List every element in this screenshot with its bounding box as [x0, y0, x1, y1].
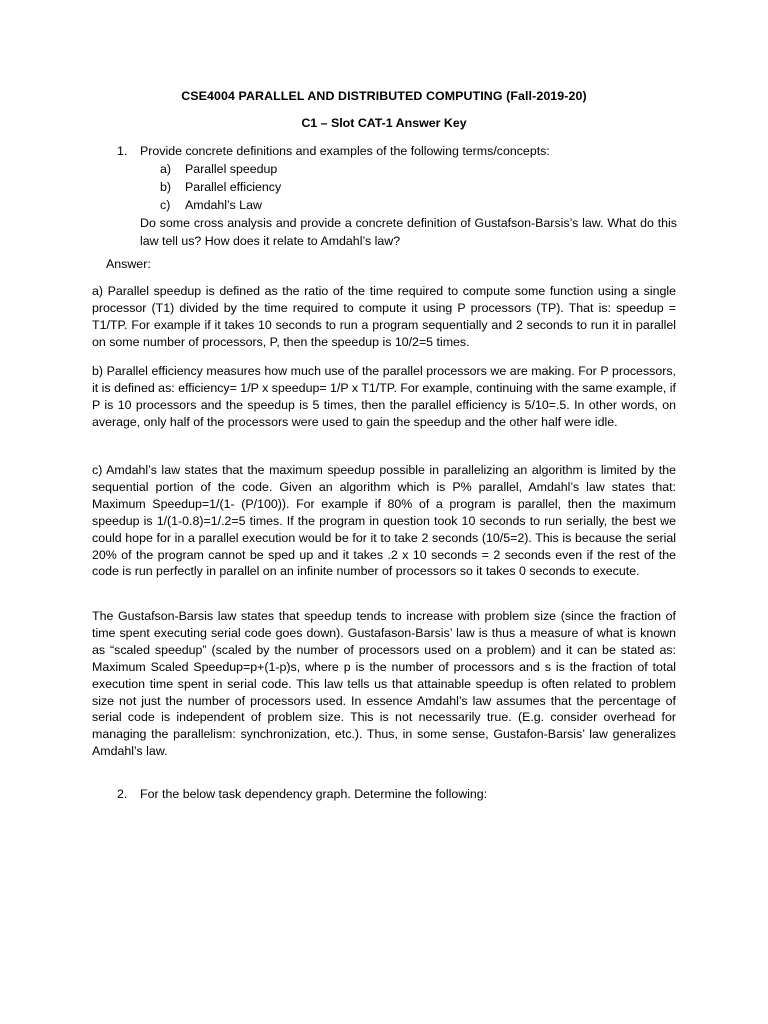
page-title: CSE4004 PARALLEL AND DISTRIBUTED COMPUTING (Fall-2019-20): [181, 89, 587, 103]
list-item-text: Amdahl’s Law: [185, 198, 262, 212]
list-item-text: Parallel speedup: [185, 162, 278, 176]
question-1-cross-analysis: Do some cross analysis and provide a concrete definition of Gustafson-Barsis’s law. What do this law tell us? How does it relate to Amdahl’s law?: [140, 216, 677, 248]
answer-paragraph-amdahl: c) Amdahl’s law states that the maximum speedup possible in parallelizing an algorithm is limited by the sequential portion of the code. Given an algorithm which is P% parallel, Amdahl’s law states that: Maximum Speedup=1/(1- (P/100)). For example if 80% of a program is parallel, then the maximum speedup is 1/(1-0.8)=1/.2=5 times. If the program in question took 10 seconds to run serially, the best we could hope for in a parallel execution would be for it to take 2 seconds (10/5=2). This is because the serial 20% of the program cannot be sped up and it takes .2 x 10 seconds = 2 seconds even if the rest of the code is run perfectly in parallel on an infinite number of processors so it takes 0 seconds to execute.: [92, 463, 676, 579]
question-2: [117, 787, 487, 801]
answer-label: Answer:: [106, 257, 151, 271]
list-item: [160, 196, 677, 214]
page-subtitle: C1 – Slot CAT-1 Answer Key: [301, 116, 467, 130]
list-item: [160, 160, 677, 178]
question-1-items: [160, 160, 677, 214]
list-item-label: a): [160, 162, 172, 176]
question-2-number: 2.: [117, 787, 128, 801]
question-1-text: Provide concrete definitions and examples of the following terms/concepts:: [140, 144, 550, 158]
answer-paragraph-efficiency: b) Parallel efficiency measures how much use of the parallel processors we are making. For P processors, it is defined as: efficiency= 1/P x speedup= 1/P x T1/TP. For example, continuing with the same example, if P is 10 processors and the speedup is 5 times, then the parallel efficiency is 5/10=.5. In other words, on average, only half of the processors were used to gain the speedup and the other half were idle.: [92, 364, 676, 429]
question-1: [117, 142, 677, 250]
answer-paragraph-speedup: a) Parallel speedup is defined as the ratio of the time required to compute some function using a single processor (T1) divided by the time required to compute it using P processors (TP). That is: speedup = T1/TP. For example if it takes 10 seconds to run a program sequentially and 2 seconds to run it in parallel on some number of processors, P, then the speedup is 10/2=5 times.: [92, 284, 676, 349]
answer-paragraph-gustafson: The Gustafson-Barsis law states that speedup tends to increase with problem size (since the fraction of time spent executing serial code goes down). Gustafason-Barsis’ law is thus a measure of what is known as “scaled speedup” (scaled by the number of processors used on a problem) and it can be stated as: Maximum Scaled Speedup=p+(1-p)s, where p is the number of processors and s is the fraction of total execution time spent in serial code. This law tells us that attainable speedup is often related to problem size not just the number of processors used. In essence Amdahl’s law assumes that the percentage of serial code is independent of problem size. This is not necessarily true. (E.g. consider overhead for managing the parallelism: synchronization, etc.). Thus, in some sense, Gustafon-Barsis’ law generalizes Amdahl’s law.: [92, 609, 676, 759]
question-1-number: 1.: [117, 144, 128, 158]
question-2-text: For the below task dependency graph. Determine the following:: [140, 787, 488, 801]
list-item-text: Parallel efficiency: [185, 180, 282, 194]
list-item-label: b): [160, 180, 172, 194]
list-item-label: c): [160, 198, 171, 212]
list-item: [160, 178, 677, 196]
